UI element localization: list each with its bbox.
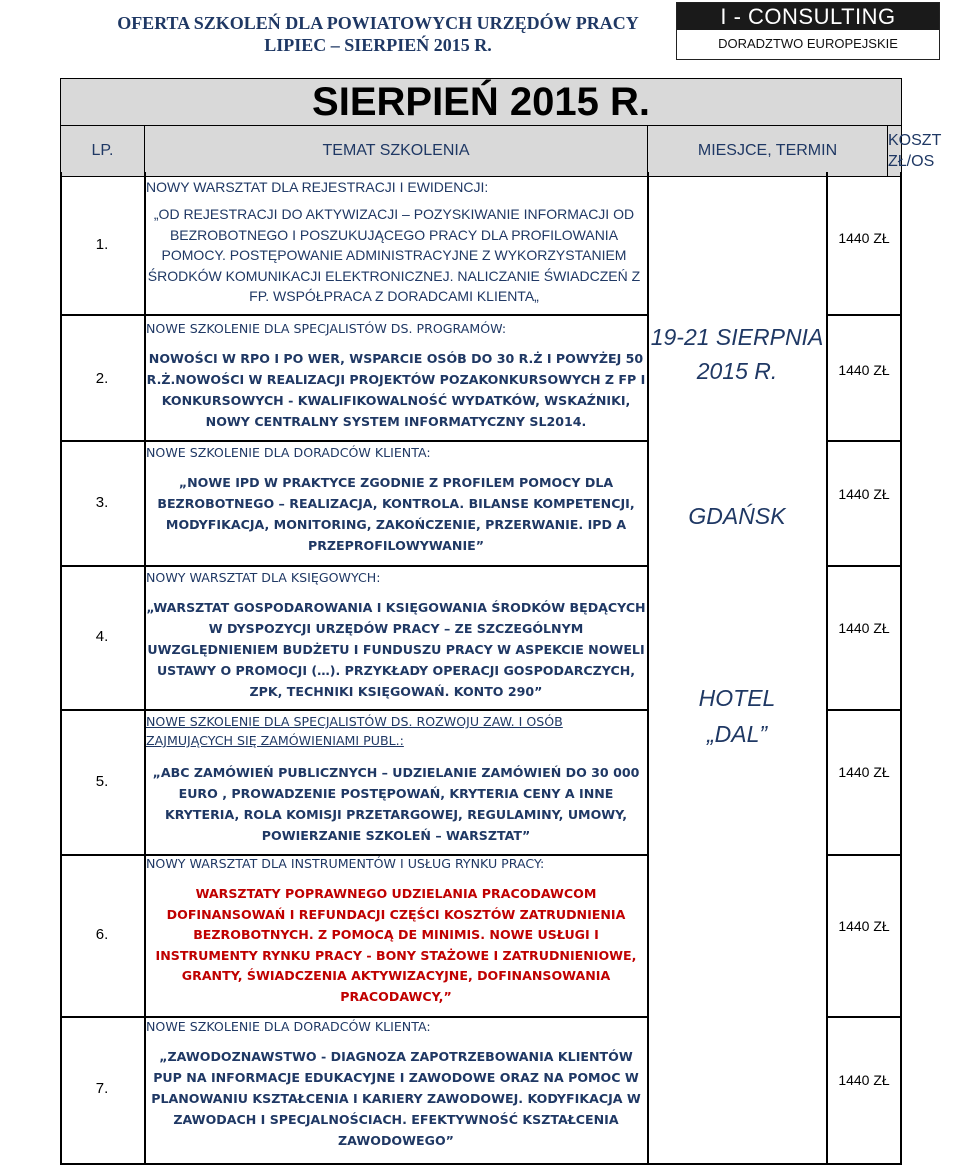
title-line-2: LIPIEC – SIERPIEŃ 2015 R. [264,35,492,55]
row-category: NOWY WARSZTAT DLA REJESTRACJI I EWIDENCJI: [146,179,489,195]
row-number: 2. [95,370,109,387]
row-cost: 1440 ZŁ [838,1072,890,1088]
column-header-lp: LP. [61,126,145,177]
page-title [108,12,648,56]
row-description: NOWOŚCI W RPO I PO WER, WSPARCIE OSÓB DO 30 R.Ż I POWYŻEJ 50 R.Ż.NOWOŚCI W REALIZACJI PROJEKTÓW POZAKONKURSOWYCH Z FP I KONKURSOWYCH - KWALIFIKOWALNOŚĆ WYDATKÓW, WSKAŹNIKI, NOWY CENTRALNY SYSTEM INFORMATYCZNY SL2014. [146,351,646,429]
row-cost: 1440 ZŁ [838,764,890,780]
row-number: 3. [95,494,109,511]
row-number: 6. [95,926,109,943]
training-city: GDAŃSK [688,503,786,529]
row-category: NOWY WARSZTAT DLA INSTRUMENTÓW I USŁUG RYNKU PRACY: [146,856,545,871]
training-venue: HOTEL „DAL” [698,685,776,747]
row-cost: 1440 ZŁ [838,620,890,636]
month-heading: SIERPIEŃ 2015 R. [61,79,902,126]
training-schedule-table [60,78,942,177]
company-logo [676,2,940,60]
row-description: „WARSZTAT GOSPODAROWANIA I KSIĘGOWANIA ŚRODKÓW BĘDĄCYCH W DYSPOZYCJI URZĘDÓW PRACY – ZE SZCZEGÓLNYM UWZGLĘDNIENIEM BUDŻETU I FUNDUSZU PRACY W ASPEKCIE NOWELI USTAWY O PROMOCJI (…). PRZYKŁADY OPERACJI GOSPODARCZYCH, ZPK, TECHNIKI KSIĘGOWAŃ. KONTO 290” [146,600,646,699]
row-description: „ABC ZAMÓWIEŃ PUBLICZNYCH – UDZIELANIE ZAMÓWIEŃ DO 30 000 EURO , PROWADZENIE POSTĘPOWAŃ, KRYTERIA CENY A INNE KRYTERIA, ROLA KOMISJI PRZETARGOWEJ, REGULAMINY, UMOWY, POWIERZANIE SZKOLEŃ – WARSZTAT” [152,765,640,843]
row-description: „OD REJESTRACJI DO AKTYWIZACJI – POZYSKIWANIE INFORMACJI OD BEZROBOTNEGO I POSZUKUJĄCEGO PRACY DLA PROFILOWANIA POMOCY. POSTĘPOWANIE ADMINISTRACYJNE Z WYKORZYSTANIEM ŚRODKÓW KOMUNIKACJI ELEKTRONICZNEJ. NALICZANIE ŚWIADCZEŃ Z FP. WSPÓŁPRACA Z DORADCAMI KLIENTA„ [147,206,641,304]
training-date: 19-21 SIERPNIA 2015 R. [650,324,824,384]
row-number: 4. [95,628,109,645]
row-category: NOWE SZKOLENIE DLA DORADCÓW KLIENTA: [146,1019,431,1034]
column-header-place-date: MIESJCE, TERMIN [648,126,888,177]
row-description: WARSZTATY POPRAWNEGO UDZIELANIA PRACODAWCOM DOFINANSOWAŃ I REFUNDACJI CZĘŚCI KOSZTÓW ZATRUDNIENIA BEZROBOTNYCH. Z POMOCĄ DE MINIMIS. NOWE USŁUGI I INSTRUMENTY RYNKU PRACY - BONY STAŻOWE I ZATRUDNIENIOWE, GRANTY, ŚWIADCZENIA AKTYWIZACYJNE, DOFINANSOWANIA PRACODAWCY,” [155,886,637,1004]
row-cost: 1440 ZŁ [838,230,890,246]
row-cost: 1440 ZŁ [838,918,890,934]
row-number: 5. [95,773,109,790]
row-category: NOWE SZKOLENIE DLA DORADCÓW KLIENTA: [146,445,431,460]
title-line-1: OFERTA SZKOLEŃ DLA POWIATOWYCH URZĘDÓW PRACY [117,13,639,33]
row-cost: 1440 ZŁ [838,486,890,502]
row-number: 7. [95,1080,109,1097]
logo-top-text: I - CONSULTING [677,3,939,30]
row-description: „ZAWODOZNAWSTWO - DIAGNOZA ZAPOTRZEBOWANIA KLIENTÓW PUP NA INFORMACJE EDUKACYJNE I ZAWODOWE ORAZ NA POMOC W PLANOWANIU KSZTAŁCENIA I KARIERY ZAWODOWEJ. KODYFIKACJA W ZAWODACH I SPECJALNOŚCIACH. EFEKTYWNOŚĆ KSZTAŁCENIA ZAWODOWEGO” [151,1049,641,1148]
row-category: NOWY WARSZTAT DLA KSIĘGOWYCH: [146,570,381,585]
row-category: NOWE SZKOLENIE DLA SPECJALISTÓW DS. PROGRAMÓW: [146,321,507,336]
row-cost: 1440 ZŁ [838,362,890,378]
logo-bottom-text: DORADZTWO EUROPEJSKIE [718,36,898,51]
column-header-topic: TEMAT SZKOLENIA [145,126,648,177]
column-header-cost: KOSZT ZŁ/OS [888,126,902,177]
row-number: 1. [95,236,109,253]
row-category: NOWE SZKOLENIE DLA SPECJALISTÓW DS. ROZWOJU ZAW. I OSÓB ZAJMUJĄCYCH SIĘ ZAMÓWIENIAMI PUBL.: [146,714,563,748]
row-description: „NOWE IPD W PRAKTYCE ZGODNIE Z PROFILEM POMOCY DLA BEZROBOTNEGO – REALIZACJA, KONTROLA. BILANSE KOMPETENCJI, MODYFIKACJA, MONITORING, ZAKOŃCZENIE, PRZERWANIE. IPD A PRZEPROFILOWYWANIE” [157,475,635,553]
